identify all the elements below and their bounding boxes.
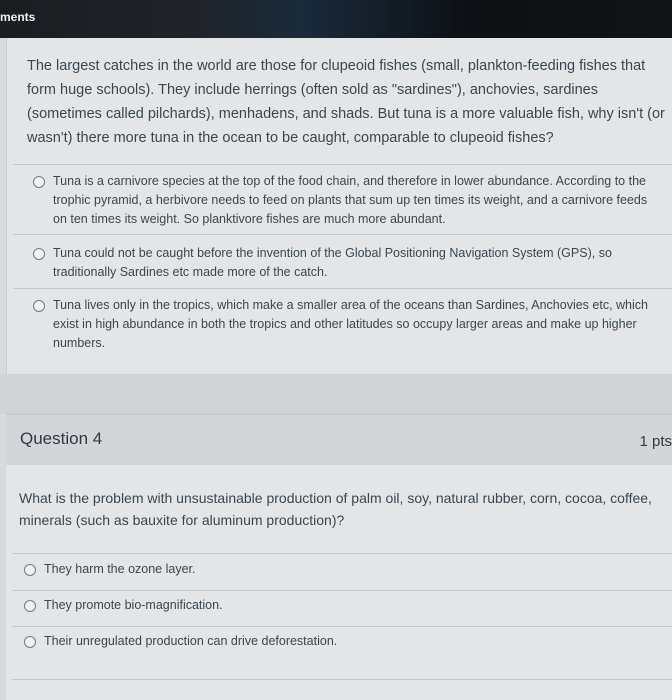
- question-3-text: The largest catches in the world are those for clupeoid fishes (small, plankton-feeding fishes that form huge schools). They include herrings (often sold as "sardines"), anchovies, sardines (sometimes called pilchards), menhadens, and shads. But tuna is a more valuable fish, why isn't (or wasn't) there more tuna in the ocean to be caught, comparable to clupeoid fishes?: [27, 58, 665, 146]
- option-label: Tuna could not be caught before the invention of the Global Positioning Navigation System (GPS), so traditionally Sardines etc made more of the catch.: [53, 246, 612, 279]
- option-label: Tuna is a carnivore species at the top of the food chain, and therefore in lower abundance. According to the trophic pyramid, a herbivore needs to feed on plants that sum up ten times its weight, and a carnivore feeds on ten times its weight. So planktivore fishes are much more abundant.: [53, 174, 648, 226]
- question-4-points: 1 pts: [639, 433, 672, 450]
- option-label: They harm the ozone layer.: [44, 562, 196, 576]
- question-4-title: Question 4: [20, 429, 103, 448]
- divider: [12, 553, 672, 554]
- question-gap: [0, 374, 672, 414]
- radio-button[interactable]: [33, 300, 45, 312]
- question-4-option-1[interactable]: [24, 560, 644, 579]
- radio-button[interactable]: [24, 564, 36, 576]
- radio-button[interactable]: [24, 636, 36, 648]
- breadcrumb[interactable]: ments: [0, 10, 36, 24]
- option-label: Their unregulated production can drive deforestation.: [44, 634, 338, 648]
- question-3-option-2[interactable]: [33, 244, 633, 282]
- question-3-option-3[interactable]: [33, 296, 663, 353]
- top-bar: [0, 0, 672, 38]
- question-4-text: What is the problem with unsustainable production of palm oil, soy, natural rubber, corn, cocoa, coffee, minerals (such as bauxite for aluminum production)?: [19, 490, 652, 528]
- question-3-panel: [6, 38, 672, 374]
- divider: [12, 626, 672, 627]
- divider: [13, 164, 672, 165]
- question-4-option-2[interactable]: [24, 596, 644, 615]
- radio-button[interactable]: [33, 176, 45, 188]
- option-label: They promote bio-magnification.: [44, 598, 223, 612]
- question-4-header: [6, 414, 672, 466]
- divider: [12, 590, 672, 591]
- radio-button[interactable]: [24, 600, 36, 612]
- divider: [13, 288, 672, 289]
- divider: [12, 679, 672, 680]
- radio-button[interactable]: [33, 248, 45, 260]
- option-label: Tuna lives only in the tropics, which make a smaller area of the oceans than Sardines, Anchovies etc, which exist in high abundance in both the tropics and other latitudes so occupy larger areas and make up higher numbers.: [53, 298, 648, 350]
- question-4-option-3[interactable]: [24, 632, 644, 651]
- divider: [13, 234, 672, 235]
- question-4-panel: [6, 465, 672, 700]
- question-3-option-1[interactable]: [33, 172, 663, 229]
